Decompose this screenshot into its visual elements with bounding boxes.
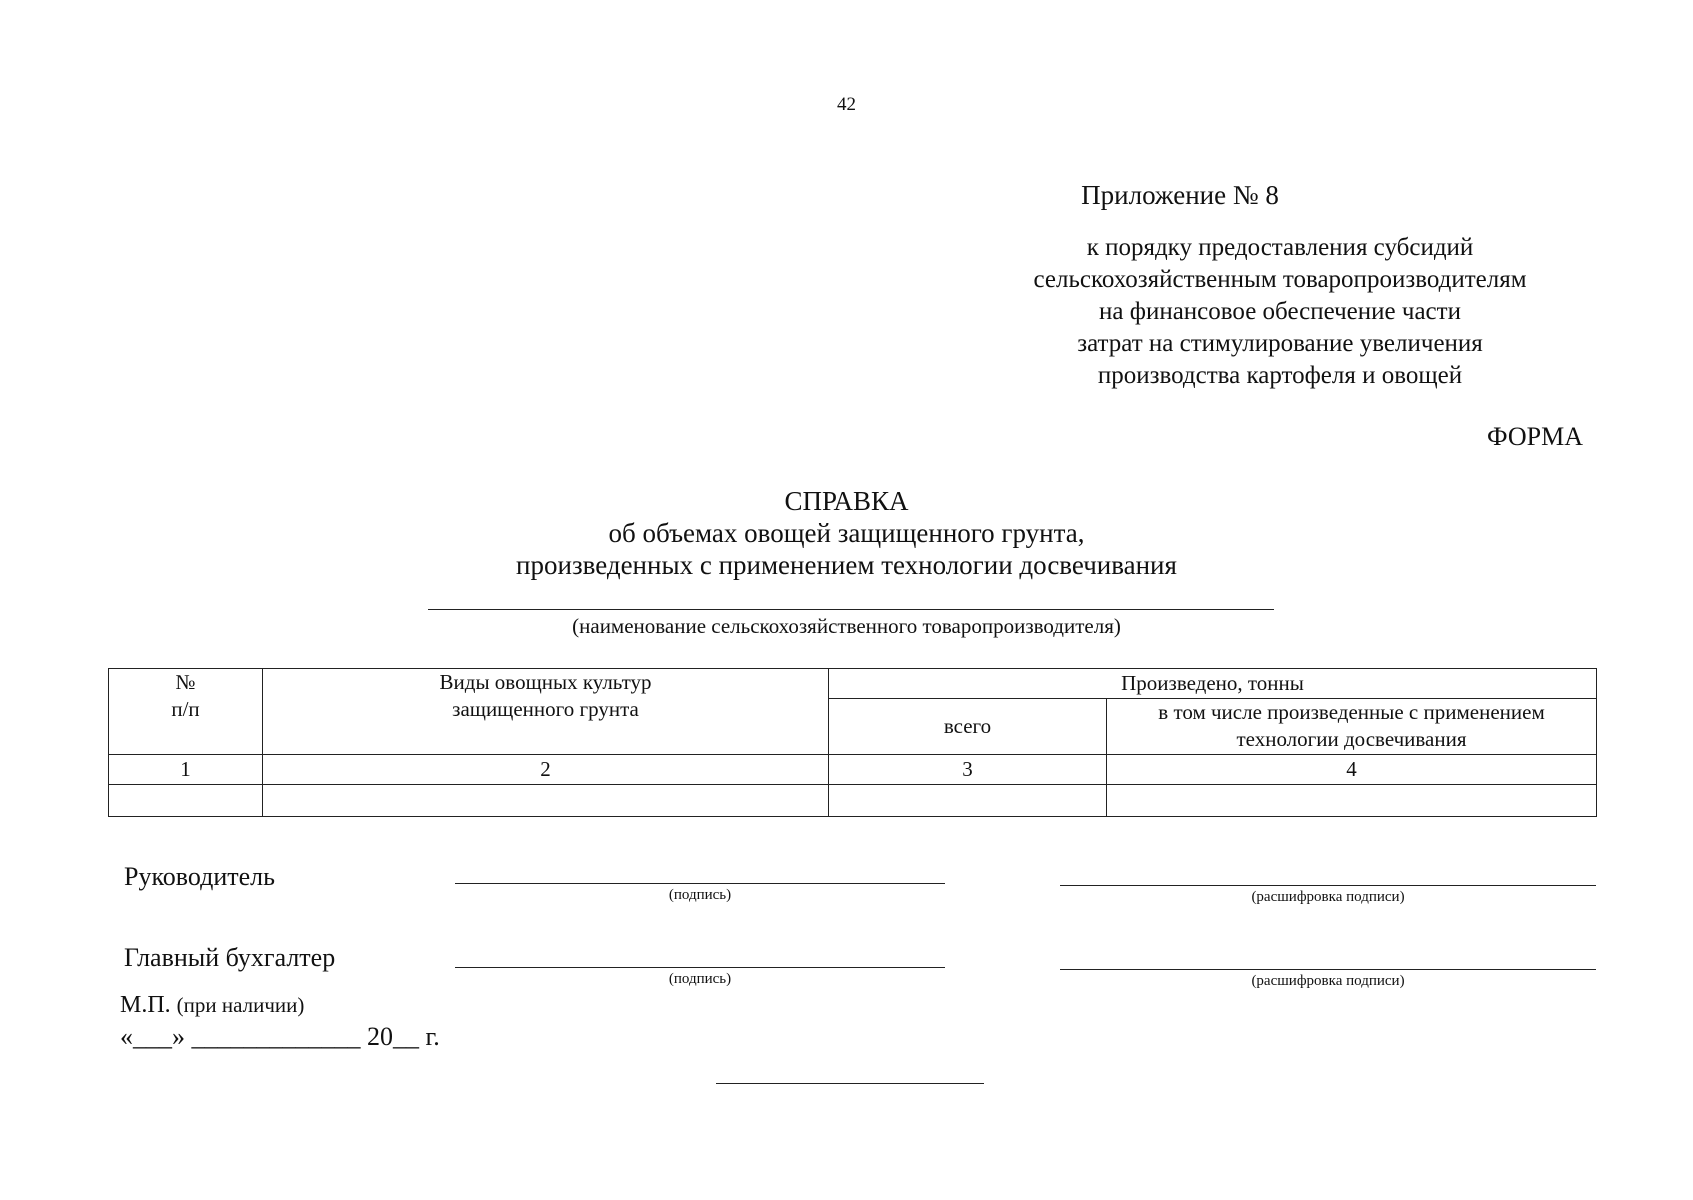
head-decode-line[interactable] [1060, 885, 1596, 886]
header-crops-cell [263, 669, 829, 755]
bottom-rule [716, 1083, 984, 1084]
header-total-cell: всего [829, 699, 1107, 755]
accountant-signature-caption: (подпись) [668, 971, 732, 987]
empty-data-cell[interactable] [263, 785, 829, 817]
accountant-label: Главный бухгалтер [124, 943, 336, 972]
head-signature-line[interactable] [455, 883, 945, 884]
page-number: 42 [837, 94, 856, 115]
production-table [108, 668, 1597, 817]
column-number-cell: 4 [1107, 755, 1597, 785]
document-title [0, 485, 1693, 581]
producer-name-caption: (наименование сельскохозяйственного товаропроизводителя) [572, 614, 1121, 638]
header-crops-line: защищенного грунта [452, 697, 639, 721]
header-including-line: в том числе произведенные с применением [1158, 700, 1545, 724]
appendix-title: Приложение № 8 [1081, 180, 1279, 210]
header-including-line: технологии досвечивания [1236, 727, 1467, 751]
accountant-signature-line[interactable] [455, 967, 945, 968]
header-number-line: № [175, 670, 196, 694]
empty-data-cell[interactable] [1107, 785, 1597, 817]
head-label: Руководитель [124, 862, 275, 891]
date-field[interactable]: «___» _____________ 20__ г. [120, 1022, 440, 1051]
producer-name-field[interactable] [428, 609, 1274, 610]
column-number-cell: 2 [263, 755, 829, 785]
header-including-cell [1107, 699, 1597, 755]
header-number-cell [109, 669, 263, 755]
appendix-line: затрат на стимулирование увеличения [1077, 330, 1483, 357]
column-number-cell: 3 [829, 755, 1107, 785]
accountant-decode-caption: (расшифровка подписи) [1251, 973, 1405, 989]
accountant-decode-line[interactable] [1060, 969, 1596, 970]
head-signature-caption: (подпись) [668, 887, 732, 903]
column-number-cell: 1 [109, 755, 263, 785]
empty-data-cell[interactable] [829, 785, 1107, 817]
document-title-line: произведенных с применением технологии досвечивания [516, 550, 1177, 580]
stamp-note: (при наличии) [176, 993, 305, 1017]
stamp-place [120, 992, 304, 1019]
header-produced-cell: Произведено, тонны [829, 669, 1597, 699]
document-title-line: об объемах овощей защищенного грунта, [608, 518, 1085, 548]
stamp-label: М.П. [120, 992, 171, 1018]
form-label: ФОРМА [1487, 422, 1583, 451]
head-decode-caption: (расшифровка подписи) [1251, 889, 1405, 905]
document-title-line: СПРАВКА [784, 486, 909, 516]
appendix-line: сельскохозяйственным товаропроизводителям [1033, 266, 1527, 293]
appendix-line: производства картофеля и овощей [1097, 362, 1463, 389]
empty-data-cell[interactable] [109, 785, 263, 817]
header-crops-line: Виды овощных культур [439, 670, 652, 694]
appendix-description [960, 232, 1600, 392]
appendix-line: на финансовое обеспечение части [1099, 298, 1461, 325]
appendix-line: к порядку предоставления субсидий [1086, 234, 1474, 261]
header-number-line: п/п [171, 697, 200, 721]
